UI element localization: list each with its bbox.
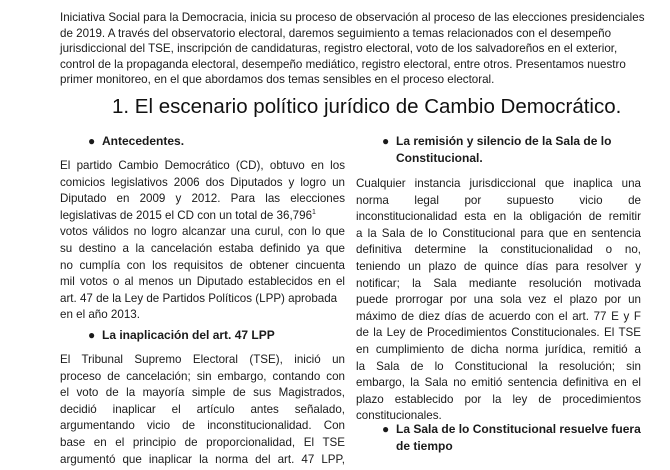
- paragraph-line: el voto de la mayoría simple de sus Magistrados,: [60, 386, 345, 400]
- paragraph-line: notificar; la Sala mediante resolución motivada: [356, 276, 641, 290]
- paragraph-line: la Sala de lo Constitucional la resolución; sin: [356, 359, 641, 373]
- intro-line: jurisdiccional del TSE, inscripción de candidaturas, registro electoral, voto de los salvadoreños en el exterior,: [60, 42, 618, 55]
- paragraph-line: argumentó que inaplicar la norma del art. 47 LPP,: [60, 452, 345, 466]
- paragraph-line: mil votos o al menos un Diputado establecidos en el: [60, 275, 345, 289]
- paragraph-line: plazo establecido por la ley de procedimientos: [356, 392, 641, 406]
- paragraph-line: en cumplimiento de dicha norma jurídica, remitió a: [356, 342, 641, 356]
- paragraph-line: inconstitucionalidad esta en la obligación de remitir: [356, 210, 641, 224]
- paragraph-line: legislativas de 2015 el CD con un total de 36,796$^1$: [60, 208, 316, 222]
- paragraph-line: comicios legislativos 2006 dos Diputados y logro un: [60, 175, 345, 189]
- paragraph-line: no cumplía con los requisitos de obtener cincuenta: [60, 258, 345, 272]
- bullet-icon: ●: [382, 134, 390, 148]
- paragraph-line: El partido Cambio Democrático (CD), obtuvo en los: [60, 159, 345, 172]
- remision-paragraph: [356, 176, 641, 425]
- paragraph-line: decidió inaplicar el artículo antes señalado,: [60, 402, 345, 416]
- intro-line: primer monitoreo, en el que abordamos dos temas sensibles en el proceso electoral.: [60, 73, 495, 86]
- paragraph-line: definitiva determine la constitucionalidad o no,: [356, 243, 641, 257]
- paragraph-line: art. 47 de la Ley de Partidos Políticos (LPP) aprobada: [60, 291, 338, 305]
- paragraph-line: El Tribunal Supremo Electoral (TSE), inició un: [60, 353, 345, 366]
- intro-paragraph: [60, 10, 645, 88]
- paragraph-line: constitucionales.: [356, 409, 442, 423]
- paragraph-line: puede prorrogar por una sola vez el plazo por un: [356, 293, 641, 307]
- bullet-icon: ●: [88, 134, 96, 148]
- inaplicacion-paragraph: [60, 352, 345, 468]
- paragraph-line: norma legal por supuesto vicio de: [356, 193, 641, 207]
- bullet-icon: ●: [88, 328, 96, 342]
- paragraph-line: proceso de cancelación; sin embargo, contando con: [60, 369, 345, 383]
- paragraph-line: votos válidos no logro alcanzar una curul, con lo que: [60, 225, 345, 239]
- paragraph-line: teniendo un plazo de quince días para resolver y: [356, 259, 641, 273]
- paragraph-line: de la Ley de Procedimientos Constitucionales. El TSE: [356, 326, 641, 340]
- paragraph-line: máximo de diez días de acuerdo con el art. 77 E y F: [356, 309, 641, 323]
- paragraph-line: argumentando vicio de inconstitucionalidad. Con: [60, 419, 345, 433]
- antecedentes-paragraph: [60, 158, 345, 324]
- inaplicacion-heading: ● La inaplicación del art. 47 LPP: [88, 328, 275, 342]
- paragraph-line: a la Sala de lo Constitucional para que en sentencia: [356, 226, 641, 240]
- bullet-icon: ●: [382, 422, 390, 436]
- fuera-de-tiempo-heading: ● La Sala de lo Constitucional resuelve fuera de tiempo: [382, 422, 641, 453]
- paragraph-line: base en el principio de proporcionalidad, El TSE: [60, 435, 345, 449]
- paragraph-line: Diputado en 2009 y 2012. Para las elecciones: [60, 192, 345, 206]
- footnote-marker: 1: [312, 208, 316, 216]
- paragraph-line: su destino a la cancelación estaba definido ya que: [60, 241, 345, 255]
- paragraph-line: en el año 2013.: [60, 308, 140, 322]
- intro-line: de 2019. A través del observatorio electoral, daremos seguimiento a temas relacionados con el desempeño: [60, 26, 612, 40]
- intro-line: control de la propaganda electoral, desempeño mediático, registro electoral, entre otros. Presentamos nuestro: [60, 57, 626, 71]
- antecedentes-heading: ● Antecedentes.: [88, 134, 185, 148]
- intro-line: Iniciativa Social para la Democracia, inicia su proceso de observación al proceso de las elecciones presidenciales: [60, 11, 645, 24]
- remision-heading: ● La remisión y silencio de la Sala de lo Constitucional.: [382, 134, 612, 165]
- paragraph-line: embargo, la Sala no emitió sentencia definitiva en el: [356, 376, 641, 390]
- paragraph-line: Cualquier instancia jurisdiccional que inaplica una: [356, 177, 641, 190]
- section-title: 1. El escenario político jurídico de Cambio Democrático.: [112, 95, 622, 118]
